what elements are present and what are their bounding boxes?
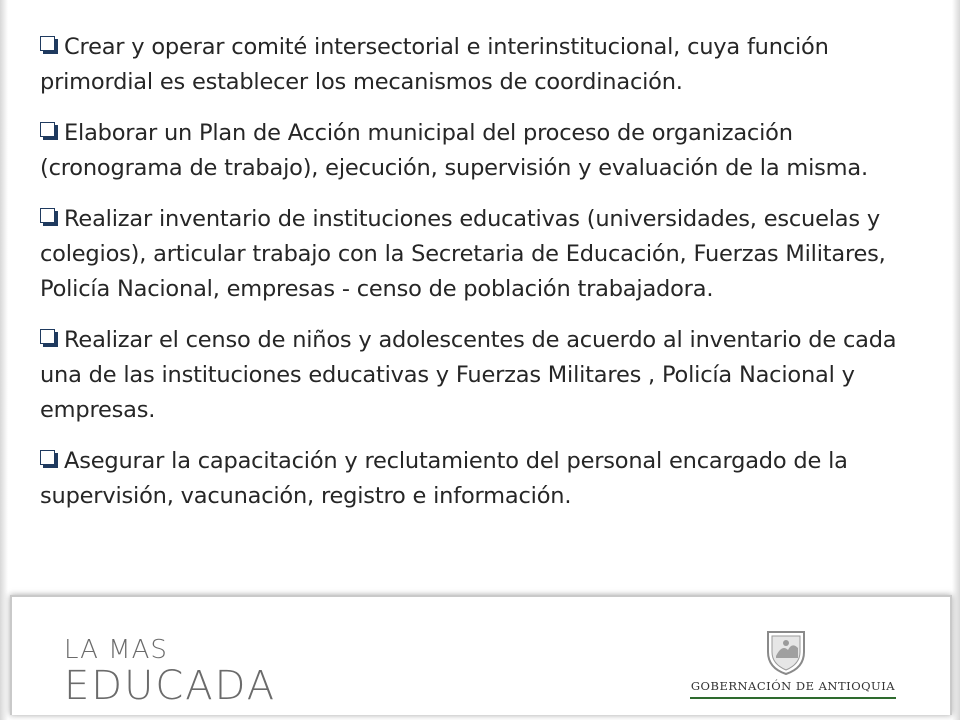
brand-wordmark: EDUCADA: [64, 663, 277, 709]
bullet-item: [40, 202, 920, 307]
bullet-item: [40, 116, 920, 186]
bullet-list: [40, 30, 920, 530]
bullet-item: [40, 444, 920, 514]
hollow-square-bullet-icon: [40, 329, 60, 349]
bullet-item: [40, 323, 920, 428]
bullet-text: Crear y operar comité intersectorial e interinstitucional, cuya función primordial es establecer los mecanismos de coordinación.: [40, 34, 829, 95]
bullet-text: Elaborar un Plan de Acción municipal del proceso de organización (cronograma de trabajo), ejecución, supervisión y evaluación de la misma.: [40, 120, 868, 181]
hollow-square-bullet-icon: [40, 208, 60, 228]
brand-logo: [64, 636, 276, 708]
bullet-text: Realizar inventario de instituciones educativas (universidades, escuelas y colegios), articular trabajo con la Secretaria de Educación, Fuerzas Militares, Policía Nacional, empresas - censo de población trabajadora.: [40, 206, 886, 302]
bullet-text: Asegurar la capacitación y reclutamiento del personal encargado de la supervisión, vacunación, registro e información.: [40, 448, 848, 509]
bullet-item: [40, 30, 920, 100]
right-edge-shadow: [952, 0, 960, 720]
coat-of-arms-icon: [762, 626, 810, 676]
government-logo: [690, 679, 896, 699]
hollow-square-bullet-icon: [40, 450, 60, 470]
left-edge-shadow: [0, 0, 8, 720]
hollow-square-bullet-icon: [40, 122, 60, 142]
hollow-square-bullet-icon: [40, 36, 60, 56]
government-name: GOBERNACIÓN DE ANTIOQUIA: [690, 679, 896, 693]
brand-tagline: LA MAS: [64, 635, 168, 665]
bullet-text: Realizar el censo de niños y adolescentes de acuerdo al inventario de cada una de las instituciones educativas y Fuerzas Militares , Policía Nacional y empresas.: [40, 327, 897, 423]
logo-underline: [690, 697, 896, 699]
